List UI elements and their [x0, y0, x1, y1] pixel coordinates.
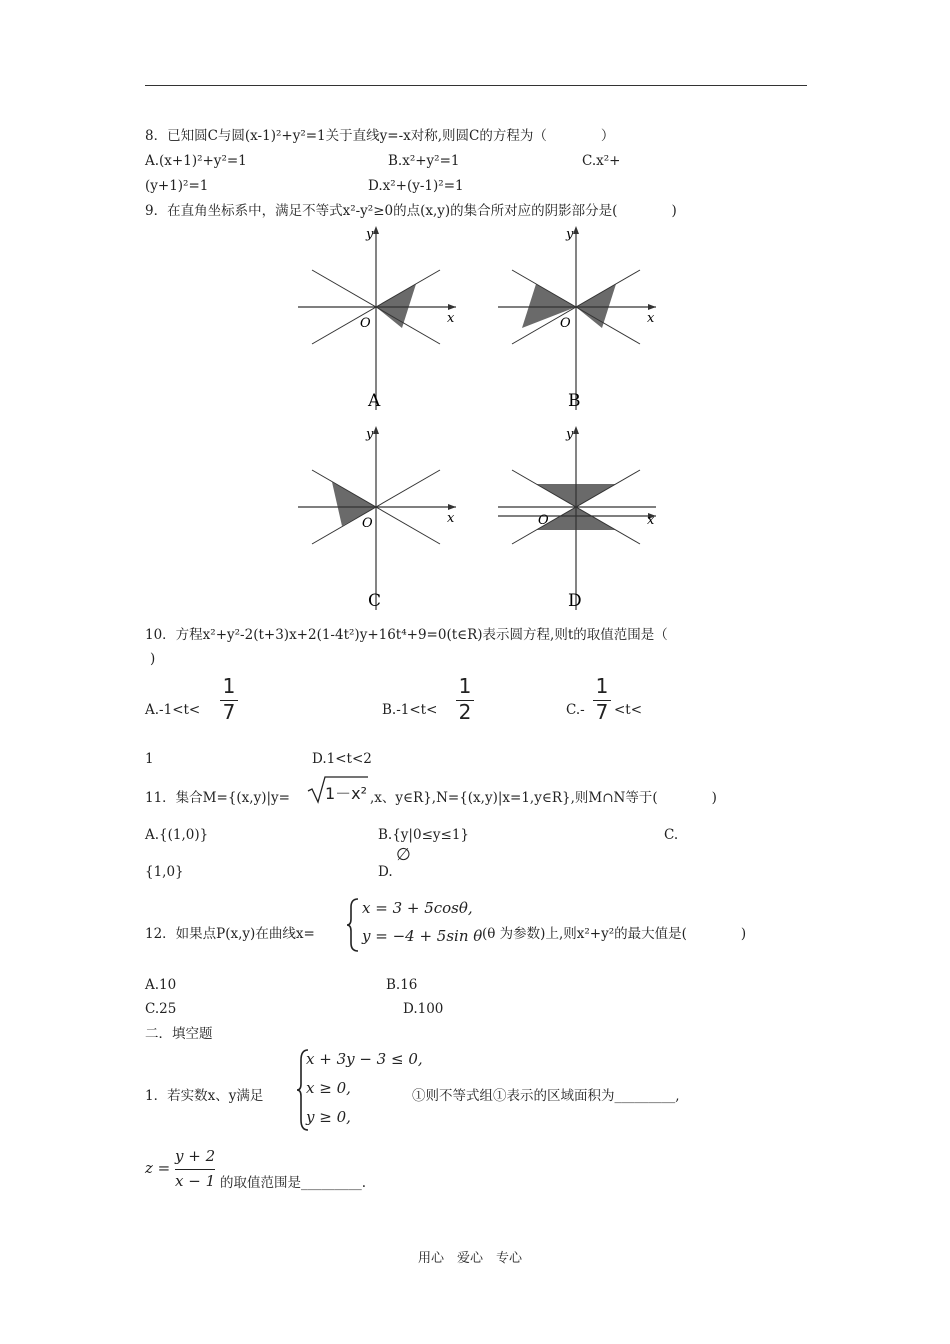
q10-stem: 10．方程x²+y²-2(t+3)x+2(1-4t²)y+16t⁴+9=0(t∈R)表示圆方程,则t的取值范围是（ — [145, 627, 668, 643]
q9-a-x-label: x — [447, 311, 455, 326]
q9-label-a: A — [368, 391, 381, 411]
q8-stem: 8．已知圆C与圆(x-1)²+y²=1关于直线y=-x对称,则圆C的方程为（ ） — [145, 128, 615, 144]
q9-figure-c — [290, 420, 470, 620]
q11-stem-prefix: 11．集合M={(x,y)|y= — [145, 790, 290, 806]
fill1-z-numerator: y + 2 — [175, 1147, 216, 1165]
q8-option-d: D.x²+(y-1)²=1 — [368, 178, 464, 194]
q9-figure-d — [490, 420, 670, 620]
q12-option-c: C.25 — [145, 1001, 177, 1017]
q9-label-c: C — [368, 591, 382, 611]
q9-b-y-label: y — [566, 227, 574, 242]
page-footer: 用心 爱心 专心 — [418, 1251, 523, 1266]
q10-option-c-prefix: C.- — [566, 702, 585, 718]
q12-option-b: B.16 — [386, 977, 418, 993]
q9-a-y-label: y — [366, 227, 374, 242]
q11-option-a: A.{(1,0)} — [145, 827, 209, 843]
q10-option-c-continued: 1 — [145, 751, 154, 767]
q11-option-c-part2: {1,0} — [145, 864, 184, 880]
q9-stem: 9．在直角坐标系中，满足不等式x²-y²≥0的点(x,y)的集合所对应的阴影部分是( ) — [145, 203, 677, 219]
fill1-z-lhs: z = — [145, 1159, 171, 1177]
q11-empty-set-symbol: ∅ — [396, 845, 411, 865]
q10-b-numerator: 1 — [458, 674, 472, 698]
q10-stem-close: ) — [150, 651, 156, 667]
fill1-area-question: ①则不等式组①表示的区域面积为_________, — [412, 1088, 680, 1104]
q11-option-d: D. — [378, 864, 393, 880]
q11-option-b: B.{y|0≤y≤1} — [378, 827, 469, 843]
q9-d-y-label: y — [566, 427, 574, 442]
q9-label-d: D — [568, 591, 582, 611]
q10-b-denominator: 2 — [458, 700, 472, 724]
q12-param-x: x = 3 + 5cosθ, — [362, 899, 473, 917]
q9-label-b: B — [568, 391, 581, 411]
q12-option-d: D.100 — [403, 1001, 444, 1017]
q9-figure-b — [490, 220, 670, 420]
q10-a-numerator: 1 — [222, 674, 236, 698]
q9-b-x-label: x — [647, 311, 655, 326]
q12-stem-prefix: 12．如果点P(x,y)在曲线x= — [145, 926, 315, 942]
q12-option-a: A.10 — [145, 977, 177, 993]
q12-stem-suffix: (θ 为参数)上,则x²+y²的最大值是( ) — [482, 926, 747, 942]
q10-option-c-suffix: <t< — [614, 702, 643, 718]
q8-option-c-part1: C.x²+ — [582, 153, 621, 169]
q10-c-numerator: 1 — [595, 674, 609, 698]
fill1-z-fraction-bar — [175, 1169, 215, 1170]
q9-d-origin: O — [538, 513, 549, 528]
fill1-z-range-question: 的取值范围是_________. — [220, 1175, 367, 1191]
fill1-inequality-2: x ≥ 0, — [306, 1079, 351, 1097]
q8-option-c-part2: (y+1)²=1 — [145, 178, 209, 194]
fill1-inequality-1: x + 3y − 3 ≤ 0, — [306, 1050, 423, 1068]
section-fill-in-heading: 二．填空题 — [145, 1026, 213, 1042]
q9-d-x-label: x — [647, 513, 655, 528]
fill1-z-denominator: x − 1 — [175, 1172, 216, 1190]
q8-option-b: B.x²+y²=1 — [388, 153, 460, 169]
q9-a-origin: O — [360, 316, 371, 331]
q9-c-origin: O — [362, 516, 373, 531]
q9-figure-a — [290, 220, 470, 420]
q11-option-c-part1: C. — [664, 827, 679, 843]
q9-c-x-label: x — [447, 511, 455, 526]
q9-c-y-label: y — [366, 427, 374, 442]
q11-sqrt-radicand: 1－x² — [325, 784, 368, 803]
header-rule — [145, 85, 807, 86]
q12-brace — [345, 897, 361, 953]
fill1-inequality-3: y ≥ 0, — [306, 1108, 351, 1126]
q11-stem-suffix: ,x、y∈R},N={(x,y)|x=1,y∈R},则M∩N等于( ) — [370, 790, 717, 806]
q10-option-a-prefix: A.-1<t< — [145, 702, 201, 718]
q10-c-denominator: 7 — [595, 700, 609, 724]
fill1-stem: 1．若实数x、y满足 — [145, 1088, 264, 1104]
q9-b-origin: O — [560, 316, 571, 331]
q8-option-a: A.(x+1)²+y²=1 — [145, 153, 247, 169]
q10-option-b-prefix: B.-1<t< — [382, 702, 438, 718]
q10-option-d: D.1<t<2 — [312, 751, 372, 767]
q10-a-denominator: 7 — [222, 700, 236, 724]
q12-param-y: y = −4 + 5sin θ — [362, 927, 483, 945]
